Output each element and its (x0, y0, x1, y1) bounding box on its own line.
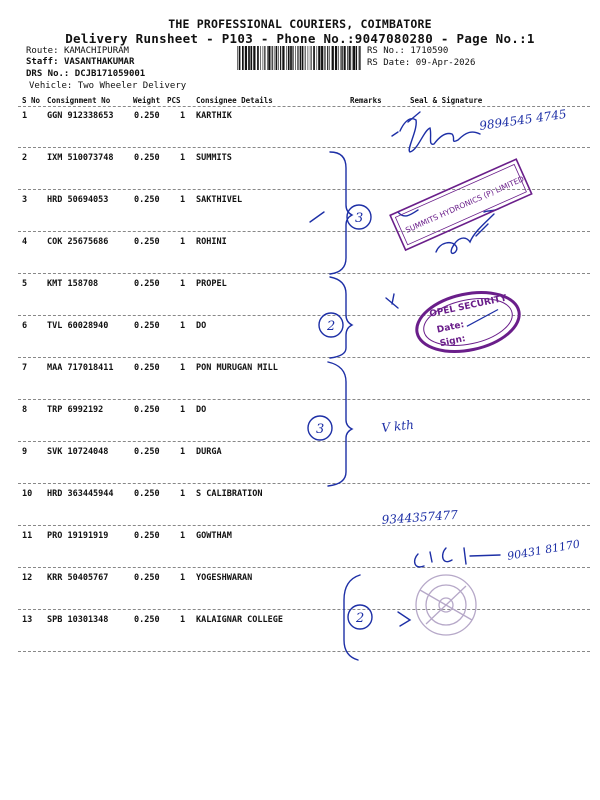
cell-consignment: PRO 19191919 (47, 531, 109, 541)
cell-sno: 5 (22, 279, 28, 289)
opel-security-stamp (411, 284, 524, 360)
rs-no-value: 1710590 (410, 46, 449, 56)
cell-weight: 0.250 (134, 279, 160, 289)
cell-pcs: 1 (180, 279, 186, 289)
cell-pcs: 1 (180, 195, 186, 205)
cell-pcs: 1 (180, 111, 186, 121)
staff-label: Staff: (26, 57, 59, 67)
col-consignment: Consignment No (47, 96, 111, 105)
cell-consignment: HRD 363445944 (47, 489, 114, 499)
cell-weight: 0.250 (134, 363, 160, 373)
cell-consignment: KMT 158708 (47, 279, 99, 289)
col-remarks: Remarks (350, 96, 382, 105)
cell-weight: 0.250 (134, 447, 160, 457)
cell-sno: 1 (22, 111, 28, 121)
rs-date-value: 09-Apr-2026 (415, 58, 476, 68)
company-title: THE PROFESSIONAL COURIERS, COIMBATORE (168, 17, 432, 31)
col-pcs: PCS (167, 96, 181, 105)
cell-pcs: 1 (180, 489, 186, 499)
cell-consignment: SPB 10301348 (47, 615, 109, 625)
row10-handwritten-number: 9344357477 (381, 507, 459, 527)
cell-consignee: PON MURUGAN MILL (196, 363, 278, 373)
cell-sno: 7 (22, 363, 28, 373)
cell-pcs: 1 (180, 573, 186, 583)
cell-pcs: 1 (180, 363, 186, 373)
cell-consignment: COK 25675686 (47, 237, 109, 247)
row11-handwritten-number: 90431 81170 (506, 537, 581, 563)
cell-consignee: GOWTHAM (196, 531, 232, 541)
cell-sno: 6 (22, 321, 28, 331)
cell-pcs: 1 (180, 615, 186, 625)
cell-weight: 0.250 (134, 573, 160, 583)
circled-3-a: 3 (355, 211, 364, 226)
signature-row11 (415, 548, 500, 567)
col-weight: Weight (133, 96, 161, 105)
cell-weight: 0.250 (134, 111, 160, 121)
cell-consignee: ROHINI (196, 237, 227, 247)
runsheet-subtitle: Delivery Runsheet - P103 - Phone No.:9047080280 - Page No.:1 (65, 31, 535, 46)
cell-sno: 13 (22, 615, 33, 625)
faint-round-seal (416, 575, 476, 635)
cell-pcs: 1 (180, 447, 186, 457)
cell-sno: 9 (22, 447, 28, 457)
vehicle-value: Two Wheeler Delivery (77, 81, 187, 91)
cell-consignee: KALAIGNAR COLLEGE (196, 615, 283, 625)
row1-handwritten-number: 9894545 4745 (478, 106, 568, 133)
circled-2-a: 2 (327, 319, 336, 334)
row8-handwritten-note: V kth (380, 417, 415, 435)
cell-weight: 0.250 (134, 489, 160, 499)
cell-consignee: DO (196, 321, 207, 331)
cell-sno: 8 (22, 405, 28, 415)
svg-text:OPEL SECURITY: OPEL SECURITY (428, 293, 508, 320)
cell-sno: 10 (22, 489, 33, 499)
cell-consignee: DO (196, 405, 207, 415)
cell-consignment: KRR 50405767 (47, 573, 109, 583)
cell-pcs: 1 (180, 237, 186, 247)
rs-date-label: RS Date: (367, 58, 411, 68)
circled-2-b: 2 (356, 611, 365, 626)
col-consignee: Consignee Details (196, 96, 273, 105)
cell-weight: 0.250 (134, 615, 160, 625)
svg-text:Date:: Date: (436, 319, 466, 336)
route-label: Route: (26, 46, 59, 56)
cell-pcs: 1 (180, 153, 186, 163)
circled-3-b: 3 (316, 422, 325, 437)
col-sno: S No (22, 96, 41, 105)
signature-row1 (392, 119, 480, 152)
cell-consignee: DURGA (196, 447, 222, 457)
cell-pcs: 1 (180, 531, 186, 541)
cell-weight: 0.250 (134, 237, 160, 247)
cell-weight: 0.250 (134, 531, 160, 541)
cell-consignment: GGN 912338653 (47, 111, 114, 121)
cell-weight: 0.250 (134, 195, 160, 205)
cell-weight: 0.250 (134, 321, 160, 331)
cell-weight: 0.250 (134, 405, 160, 415)
cell-consignment: TVL 60028940 (47, 321, 109, 331)
cell-consignee: SUMMITS (196, 153, 232, 163)
cell-sno: 2 (22, 153, 28, 163)
svg-text:SUMMITS HYDRONICS (P) LIMITED: SUMMITS HYDRONICS (P) LIMITED (403, 174, 526, 235)
cell-consignee: YOGESHWARAN (196, 573, 253, 583)
cell-consignee: PROPEL (196, 279, 227, 289)
staff-value: VASANTHAKUMAR (63, 57, 135, 67)
cell-consignment: HRD 50694053 (47, 195, 109, 205)
cell-pcs: 1 (180, 405, 186, 415)
cell-consignment: SVK 10724048 (47, 447, 109, 457)
cell-weight: 0.250 (134, 153, 160, 163)
col-seal-signature: Seal & Signature (410, 96, 483, 105)
cell-consignee: SAKTHIVEL (196, 195, 243, 205)
vehicle-label: Vehicle: (29, 81, 73, 91)
cell-consignment: MAA 717018411 (47, 363, 114, 373)
route-value: KAMACHIPURAM (63, 46, 129, 56)
summits-stamp (390, 159, 532, 250)
cell-sno: 12 (22, 573, 33, 583)
cell-sno: 4 (22, 237, 28, 247)
cell-sno: 3 (22, 195, 28, 205)
cell-consignee: KARTHIK (196, 111, 232, 121)
drs-label: DRS No.: (26, 69, 70, 79)
cell-consignment: IXM 510073748 (47, 153, 114, 163)
bracket-group-1 (330, 152, 352, 274)
cell-consignee: S CALIBRATION (196, 489, 263, 499)
cell-sno: 11 (22, 531, 33, 541)
cell-consignment: TRP 6992192 (47, 405, 104, 415)
cell-pcs: 1 (180, 321, 186, 331)
svg-text:Sign:: Sign: (438, 334, 467, 350)
drs-value: DCJB171059001 (74, 69, 146, 79)
rs-no-label: RS No.: (367, 46, 405, 56)
